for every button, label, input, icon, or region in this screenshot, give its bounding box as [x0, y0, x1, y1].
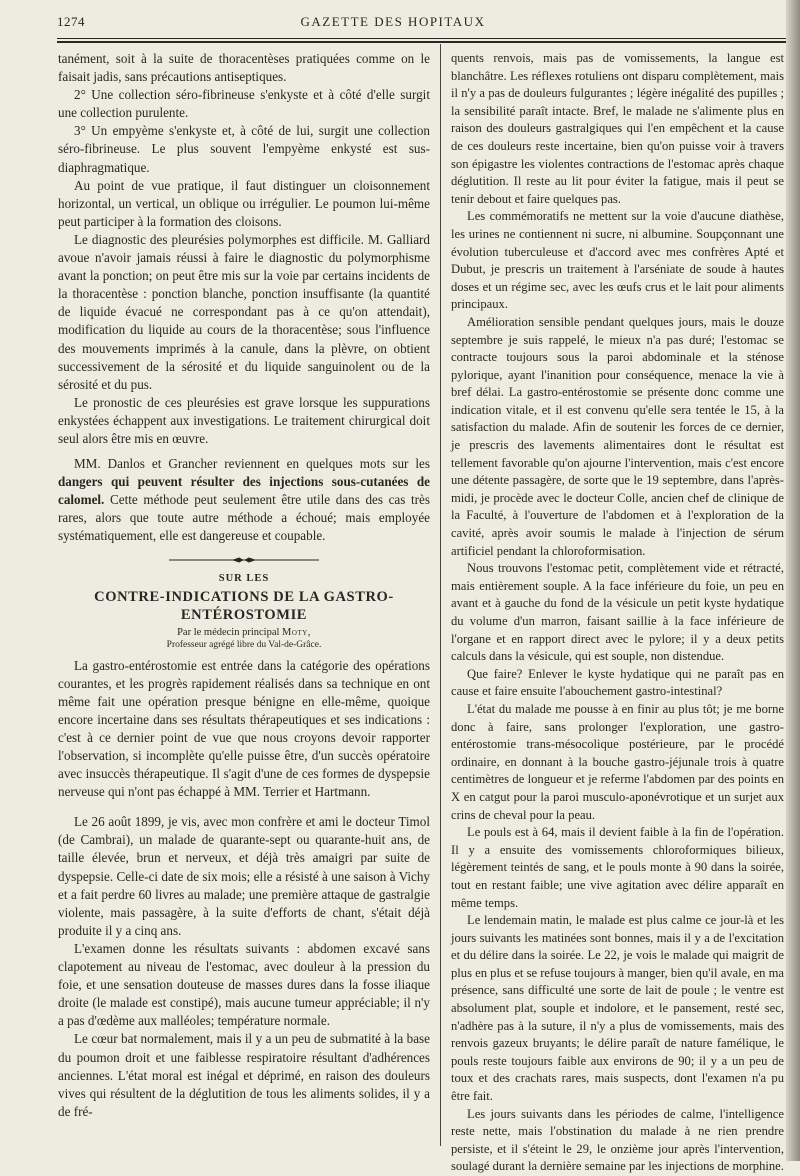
paragraph-calomel — [58, 455, 430, 545]
paragraph: Amélioration sensible pendant quelques jours, mais le douze septembre je suis rappelé, le mieux n'a pas duré; l'estomac se contracte toujours sous la paroi abdominale et la sténose pylorique, ayant l'inanition pour conséquence, menace la vie à bref délai. La gastro-entérostomie se présente donc comme une indication vitale, et il est convenu qu'elle sera tentée le 15, à la satisfaction du malade. Afin de soutenir les forces de ce dernier, je prescris des lavements alimentaires dont le résultat est tellement favorable qu'on ajourne l'intervention, mais c'est encore une détente passagère, de sorte que le 19 septembre, dans l'après-midi, je procède avec le docteur Colle, ancien chef de clinique de la Faculté, à l'ouverture de l'abdomen et à l'exploration de la cavité, après avoir soumis le malade à l'injection de sérum artificiel pendant la chloroformisation. — [451, 314, 784, 558]
page-number: 1274 — [57, 14, 85, 29]
paragraph: L'examen donne les résultats suivants : abdomen excavé sans clapotement au niveau de l'estomac, avec douleur à la pression du foie, et une sensation douteuse de masses dures dans la fosse iliaque droite (le malade est constipé), mais aucune tumeur appréciable; il n'y a pas d'œdème aux malléoles; température normale. — [58, 940, 430, 1029]
paragraph: Les jours suivants dans les périodes de calme, l'intelligence reste nette, mais l'obstination du malade à ne rien prendre persiste, et il s'éteint le 29, le onzième jour après l'intervention, soulagé durant la dernière semaine par les injections de morphine. — [451, 1106, 784, 1174]
paragraph: La gastro-entérostomie est entrée dans la catégorie des opérations courantes, et les progrès rapidement réalisés dans sa technique en ont même fait une opération presque bénigne en elle-même, quoique encore incertaine dans ses résultats thérapeutiques et ses indications : c'est à ce dernier point de vue que nous croyons devoir rapporter l'observation, si incomplète qu'elle puisse être, d'un succès opératoire avec insuccès thérapeutique. Il s'agit d'une de ces formes de dyspepsie nerveuse qui n'ont pas échappé à MM. Terrier et Hartmann. — [58, 657, 430, 800]
paragraph: quents renvois, mais pas de vomissements, la langue est blanchâtre. Les réflexes rotuliens ont disparu complètement, mais il n'y a pas de douleurs fulgurantes ; légère inégalité des pupilles ; la sensibilité paraît intacte. Bref, le malade ne s'alimente plus en raison des douleurs gastralgiques qui l'en empêchent et la cause de ces douleurs reste incertaine, bien qu'on puisse voir à travers son épigastre les violentes contractions de l'estomac après chaque déglutition. Il reste au lit pour éviter la fatigue, mais il peut se tenir debout et faire quelques pas. — [451, 51, 784, 206]
paragraph: Le lendemain matin, le malade est plus calme ce jour-là et les jours suivants les matinées sont bonnes, mais il y a de l'excitation et du délire dans la soirée. Le 22, je vois le malade qui maigrit de plus en plus et se refuse toujours à manger, bien qu'il avale, en ma présence, sans difficulté une sorte de lait de poule ; le ventre est absolument plat, souple et indolore, et le pansement, resté sec, n'adhère pas à la suture, il n'y a plus de vomissements, mais des renvois gazeux bruyants; le délire paraît de nature famélique, le pouls reste toujours faible aux environs de 90; il y a un peu de toux et des crachats rares, mais suspects, dont l'examen n'a pu être fait. — [451, 913, 784, 1104]
paragraph: Les commémoratifs ne mettent sur la voie d'aucune diathèse, les urines ne contiennent ni sucre, ni albumine. Soupçonnant une évolution tuberculeuse et d'accord avec mes confrères Apté et Dubut, je prescris un traitement à l'arséniate de soude à hautes doses et un régime sec, avec les œufs crus et le lait pour aliments principaux. — [451, 209, 784, 312]
paragraph: Le pronostic de ces pleurésies est grave lorsque les suppurations enkystées échappent aux investigations. Le traitement chirurgical doit seul alors être mis en œuvre. — [58, 394, 430, 446]
page-header — [0, 0, 786, 40]
paragraph: Le cœur bat normalement, mais il y a un peu de submatité à la base du poumon droit et une faiblesse respiratoire résultant d'adhérences anciennes. L'état moral est inégal et déprimé, en raison des douleurs vives qui résultent de la déglutition de tous les aliments solides, il y a de fré- — [58, 1031, 430, 1119]
byline-author: Moty, — [282, 626, 311, 638]
page-edge — [786, 0, 800, 1161]
left-column — [58, 50, 430, 1121]
journal-title: GAZETTE DES HOPITAUX — [300, 14, 486, 29]
paragraph: 2° Une collection séro-fibrineuse s'enkyste et à côté d'elle surgit une collection purulente. — [58, 87, 430, 121]
paragraph: Nous trouvons l'estomac petit, complètement vide et rétracté, mais entièrement souple. A la face inférieure du foie, un peu en avant et à gauche du fond de la vésicule un petit kyste hydatique du volume d'un marron, faisant saillie à la face inférieure de l'organe et en rapport direct avec le pylore; il y a deux petits calculs dans la vésicule, qui est souple, non distendue. — [451, 561, 784, 664]
header-rule-thick — [57, 41, 786, 43]
author-affiliation: Professeur agrégé libre du Val-de-Grâce. — [166, 639, 322, 650]
paragraph: Au point de vue pratique, il faut distinguer un cloisonnement horizontal, un vertical, un oblique ou irrégulier. Le poumon lui-même peut participer à la formation des cloisons. — [58, 177, 430, 229]
bold-text-run: dangers qui peuvent résulter des injections sous-cutanées de calomel. — [58, 474, 430, 508]
paragraph: Le diagnostic des pleurésies polymorphes est difficile. M. Galliard avoue n'avoir jamais réussi à faire le diagnostic du polymorphisme avant la ponction; on peut être mis sur la voie par certains incidents de la thoracentèse : ponction blanche, ponction insuffisante (la quantité de liquide évacué ne correspondant pas à ce qu'on attendait), modification du liquide au cours de la thoracentèse; sous l'influence des mouvements imprimés à la canule, dans la plèvre, on obtient successivement de la sérosité et du liquide sanguinolent ou de la sérosité et du pus. — [58, 231, 430, 392]
text-run: MM. Danlos et Grancher reviennent en quelques mots sur les — [74, 456, 430, 472]
column-divider — [440, 44, 441, 1146]
text-run: Cette méthode peut seulement être utile dans des cas très rares, alors que toute autre méthode a échoué; mais employée systématiquement, elle est dangereuse et coupable. — [58, 492, 430, 544]
right-column — [451, 50, 784, 1176]
paragraph: Que faire? Enlever le kyste hydatique qui ne paraît pas en cause et faire ensuite l'abouchement gastro-intestinal? — [451, 666, 784, 699]
byline-prefix: Par le médecin principal — [177, 626, 283, 638]
paragraph: Le 26 août 1899, je vis, avec mon confrère et ami le docteur Timol (de Cambrai), un malade de quarante-sept ou quarante-huit ans, de taille élevée, brun et nerveux, et déjà très amaigri par suite de dyspepsie. Celle-ci date de six mois; elle a résisté à une saison à Vichy et a fait perdre 60 livres au malade; une première attaque de gastralgie violente, mais passagère, à la suite d'efforts de chant, s'était déjà produite il y a cinq ans. — [58, 814, 430, 938]
ornament-rule-icon — [169, 556, 319, 564]
paragraph: tanément, soit à la suite de thoracentèses pratiquées comme on le faisait jadis, sans précautions antiseptiques. — [58, 51, 430, 85]
header-rule-thin — [57, 38, 786, 39]
byline — [58, 626, 430, 639]
section-ornament — [58, 556, 430, 566]
paragraph: 3° Un empyème s'enkyste et, à côté de lui, surgit une collection séro-fibrineuse. Le plus souvent l'empyème enkysté est sus-diaphragmatique. — [58, 123, 430, 175]
article-title: CONTRE-INDICATIONS DE LA GASTRO-ENTÉROSTOMIE — [94, 588, 394, 623]
paragraph: Le pouls est à 64, mais il devient faible à la fin de l'opération. Il y a ensuite des vomissements chloroformiques bilieux, légèrement teintés de sang, et le pouls monte à 90 dans la soirée, tout en restant faible; une vive agitation avec délire apparaît en même temps. — [451, 825, 784, 910]
paragraph: L'état du malade me pousse à en finir au plus tôt; je me borne donc à faire, sans prolonger l'exploration, une gastro-entérostomie trans-mésocolique postérieure, par le procédé ordinaire, en donnant à la bouche gastro-jéjunale trois à quatre centimètres de longueur et je referme l'abdomen par des points en X en catgut pour la paroi musculo-aponévrotique et un surjet aux crins de cheval pour la peau. — [451, 701, 784, 822]
article-kicker: SUR LES — [218, 572, 270, 584]
